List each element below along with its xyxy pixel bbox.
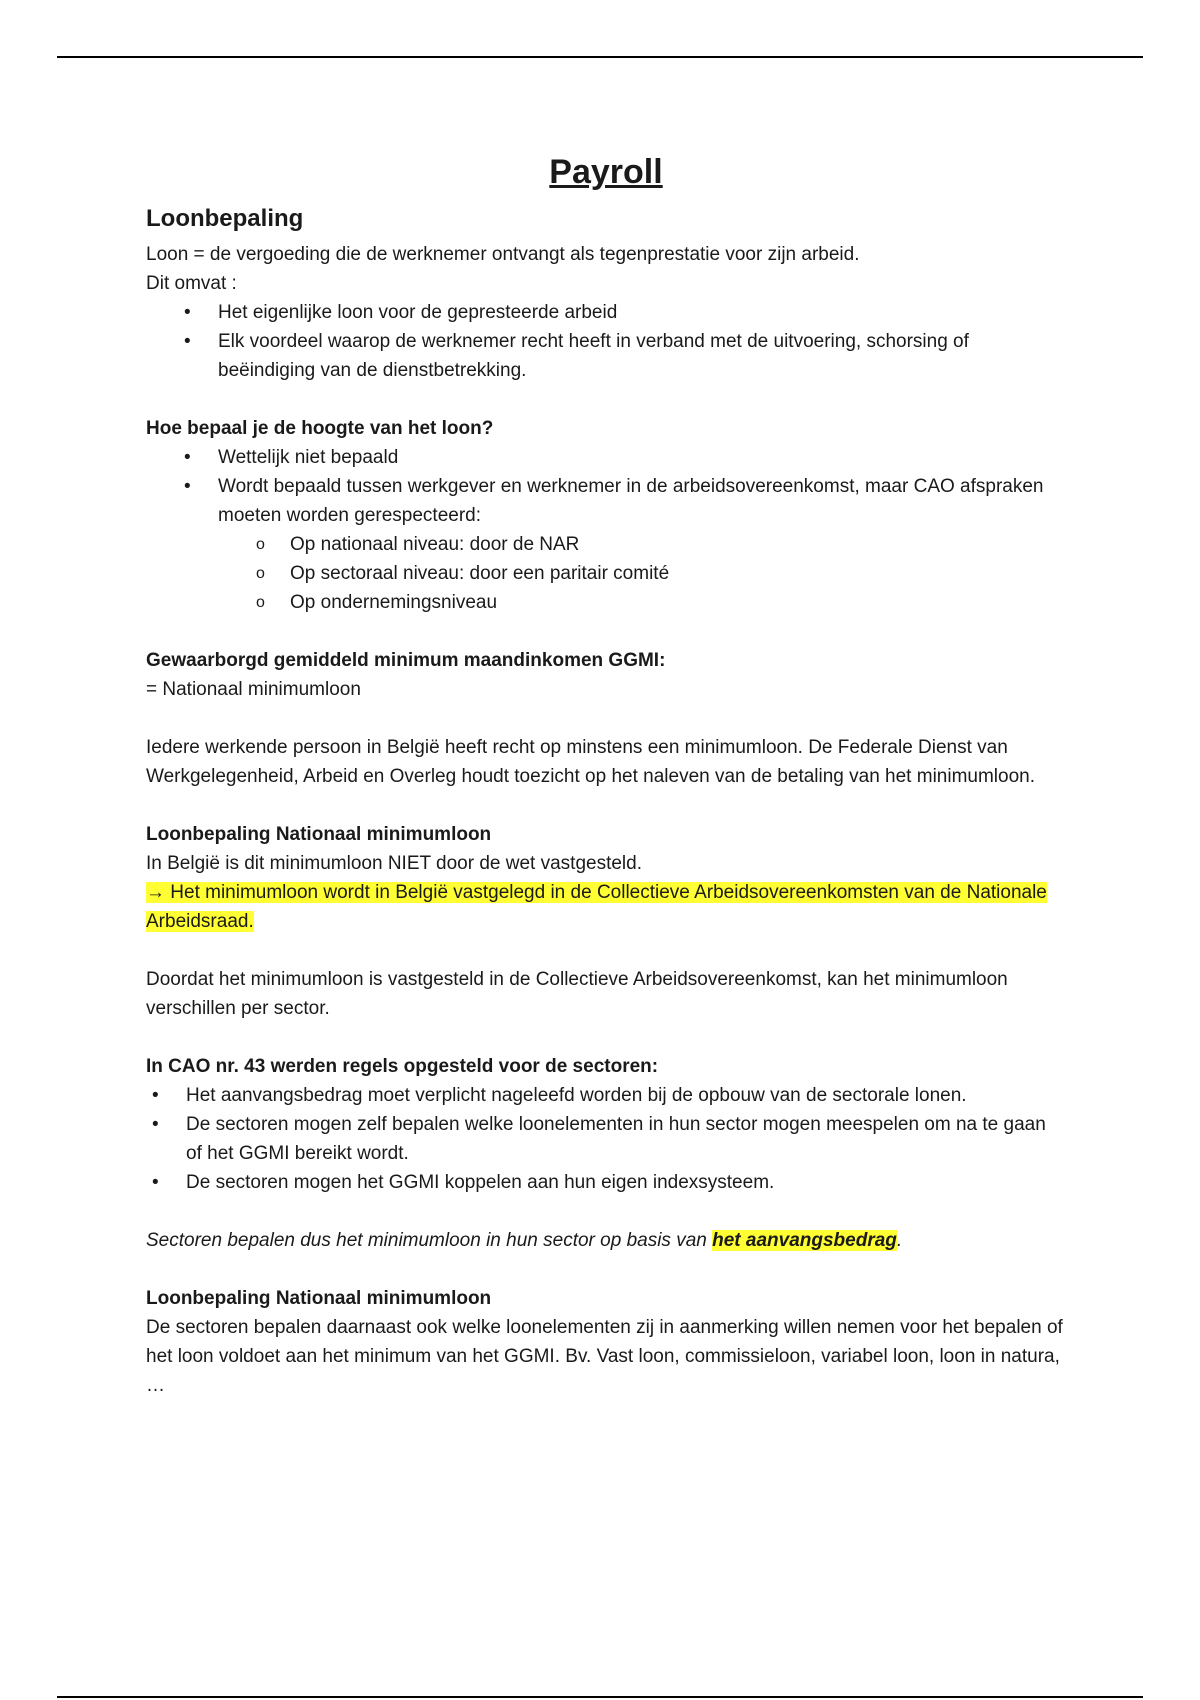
top-rule bbox=[57, 56, 1143, 58]
heading-ggmi: Gewaarborgd gemiddeld minimum maandinkomen GGMI: bbox=[146, 650, 666, 671]
heading-hoogte: Hoe bepaal je de hoogte van het loon? bbox=[146, 418, 494, 439]
list-item: • Het eigenlijke loon voor de gepresteerde arbeid bbox=[146, 298, 1066, 327]
list-item: • De sectoren mogen zelf bepalen welke loonelementen in hun sector mogen meespelen om na te gaan of het GGMI bereikt wordt. bbox=[146, 1110, 1066, 1168]
highlighted-text: → Het minimumloon wordt in België vastgelegd in de Collectieve Arbeidsovereenkomsten van de Nationale Arbeidsraad. bbox=[146, 882, 1047, 932]
heading-cao43: In CAO nr. 43 werden regels opgesteld voor de sectoren: bbox=[146, 1056, 659, 1077]
list-item: • Elk voordeel waarop de werknemer recht heeft in verband met de uitvoering, schorsing of beëindiging van de dienstbetrekking. bbox=[146, 327, 1066, 385]
intro-list bbox=[146, 298, 1066, 385]
page-title: Payroll bbox=[549, 153, 663, 191]
sub-list-item: o Op nationaal niveau: door de NAR bbox=[146, 530, 1066, 559]
bottom-rule bbox=[57, 1696, 1143, 1698]
conclusion-end: . bbox=[896, 1230, 903, 1251]
conclusion-start: Sectoren bepalen dus het minimumloon in hun sector op basis van bbox=[146, 1230, 713, 1251]
nationaal-line: In België is dit minimumloon NIET door de wet vastgesteld. bbox=[146, 853, 642, 874]
conclusion-highlight: het aanvangsbedrag bbox=[712, 1230, 897, 1251]
hoogte-sublist bbox=[146, 530, 1066, 617]
heading-nationaal-minimumloon-2: Loonbepaling Nationaal minimumloon bbox=[146, 1288, 492, 1309]
contains-label: Dit omvat : bbox=[146, 273, 237, 294]
section-heading-loonbepaling: Loonbepaling bbox=[146, 205, 304, 232]
nationaal-highlight bbox=[146, 878, 1066, 936]
sub-list-item: o Op ondernemingsniveau bbox=[146, 588, 1066, 617]
document-page bbox=[146, 150, 1066, 1400]
sub-list-item: o Op sectoraal niveau: door een paritair comité bbox=[146, 559, 1066, 588]
list-item: • Wordt bepaald tussen werkgever en werknemer in de arbeidsovereenkomst, maar CAO afspraken moeten worden gerespecteerd: bbox=[146, 472, 1066, 530]
nationaal-paragraph: Doordat het minimumloon is vastgesteld in de Collectieve Arbeidsovereenkomst, kan het minimumloon verschillen per sector. bbox=[146, 969, 1008, 1019]
ggmi-paragraph: Iedere werkende persoon in België heeft recht op minstens een minimumloon. De Federale Dienst van Werkgelegenheid, Arbeid en Overleg houdt toezicht op het naleven van de betaling van het minimumloon. bbox=[146, 737, 1036, 787]
loon-definition: Loon = de vergoeding die de werknemer ontvangt als tegenprestatie voor zijn arbeid. bbox=[146, 244, 860, 265]
hoogte-list bbox=[146, 443, 1066, 530]
list-item: • Het aanvangsbedrag moet verplicht nageleefd worden bij de opbouw van de sectorale lonen. bbox=[146, 1081, 1066, 1110]
heading-nationaal-minimumloon: Loonbepaling Nationaal minimumloon bbox=[146, 824, 492, 845]
list-item: • Wettelijk niet bepaald bbox=[146, 443, 1066, 472]
list-item: • De sectoren mogen het GGMI koppelen aan hun eigen indexsysteem. bbox=[146, 1168, 1066, 1197]
cao43-list bbox=[146, 1081, 1066, 1197]
cao43-conclusion bbox=[146, 1226, 1066, 1255]
nationaal2-paragraph: De sectoren bepalen daarnaast ook welke loonelementen zij in aanmerking willen nemen voor het bepalen of het loon voldoet aan het minimum van het GGMI. Bv. Vast loon, commissieloon, variabel loon, loon in natura, … bbox=[146, 1317, 1063, 1396]
ggmi-subtitle: = Nationaal minimumloon bbox=[146, 679, 361, 700]
